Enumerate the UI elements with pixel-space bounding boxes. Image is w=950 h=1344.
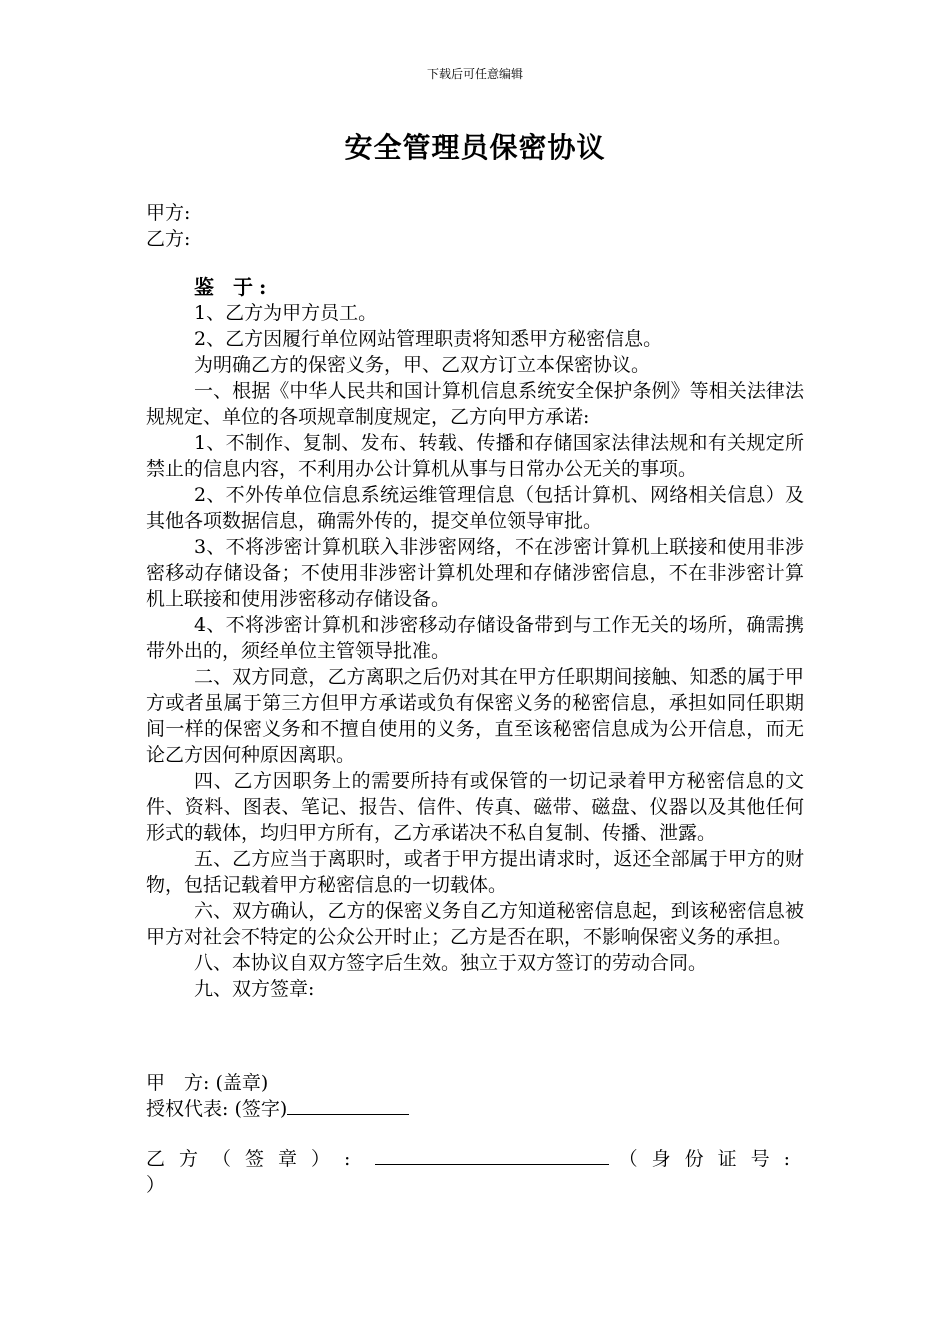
paragraph: 四、乙方因职务上的需要所持有或保管的一切记录着甲方秘密信息的文件、资料、图表、笔记、报告、信件、传真、磁带、磁盘、仪器以及其他任何形式的载体，均归甲方所有，乙方承诺决不私自复制、传播、泄露。 — [146, 770, 804, 844]
party-b-signature-block — [146, 1146, 804, 1198]
paragraph: 六、双方确认，乙方的保密义务自乙方知道秘密信息起，到该秘密信息被甲方对社会不特定的公众公开时止；乙方是否在职，不影响保密义务的承担。 — [146, 900, 804, 948]
party-b-row — [146, 1146, 804, 1172]
party-a-line: 甲方: — [146, 202, 191, 224]
agreement-body — [146, 274, 804, 1002]
paragraph: 八、本协议自双方签字后生效。独立于双方签订的劳动合同。 — [194, 952, 708, 974]
paragraph: 1、乙方为甲方员工。 — [194, 302, 378, 324]
paragraph: 3、不将涉密计算机联入非涉密网络，不在涉密计算机上联接和使用非涉密移动存储设备；不使用非涉密计算机处理和存储涉密信息，不在非涉密计算机上联接和使用涉密移动存储设备。 — [146, 536, 804, 610]
paragraph: 五、乙方应当于离职时，或者于甲方提出请求时，返还全部属于甲方的财物，包括记载着甲方秘密信息的一切载体。 — [146, 848, 804, 896]
party-a-seal-line: 甲 方: (盖章) — [146, 1072, 269, 1094]
whereas-heading: 鉴 于: — [194, 275, 273, 299]
id-number-label: （身份证号: — [618, 1148, 804, 1170]
paragraph: 1、不制作、复制、发布、转载、传播和存储国家法律法规和有关规定所禁止的信息内容，不利用办公计算机从事与日常办公无关的事项。 — [146, 432, 804, 480]
header-note: 下载后可任意编辑 — [426, 67, 523, 81]
authorized-rep-label: 授权代表: (签字) — [146, 1098, 288, 1120]
authorized-rep-signature-field[interactable] — [287, 1096, 409, 1115]
authorized-rep-line — [146, 1096, 409, 1122]
id-number-close-paren: ） — [146, 1174, 166, 1196]
paragraph: 4、不将涉密计算机和涉密移动存储设备带到与工作无关的场所，确需携带外出的，须经单位主管领导批准。 — [146, 614, 804, 662]
document-title: 安全管理员保密协议 — [344, 131, 606, 164]
paragraph: 为明确乙方的保密义务，甲、乙双方订立本保密协议。 — [194, 354, 651, 376]
paragraph: 二、双方同意，乙方离职之后仍对其在甲方任职期间接触、知悉的属于甲方或者虽属于第三方但甲方承诺或负有保密义务的秘密信息，承担如同任职期间一样的保密义务和不擅自使用的义务，直至该秘密信息成为公开信息，而无论乙方因何种原因离职。 — [146, 666, 804, 766]
party-b-seal-label: 乙方（签章）: — [146, 1148, 365, 1170]
party-b-line: 乙方: — [146, 228, 191, 250]
parties-block — [146, 200, 190, 252]
party-a-signature-block — [146, 1070, 409, 1122]
paragraph: 一、根据《中华人民共和国计算机信息系统安全保护条例》等相关法律法规规定、单位的各项规章制度规定，乙方向甲方承诺: — [146, 380, 804, 428]
paragraph: 2、不外传单位信息系统运维管理信息（包括计算机、网络相关信息）及其他各项数据信息，确需外传的，提交单位领导审批。 — [146, 484, 804, 532]
paragraph: 九、双方签章: — [194, 978, 315, 1000]
paragraph: 2、乙方因履行单位网站管理职责将知悉甲方秘密信息。 — [194, 328, 663, 350]
party-b-signature-field[interactable] — [375, 1146, 609, 1165]
